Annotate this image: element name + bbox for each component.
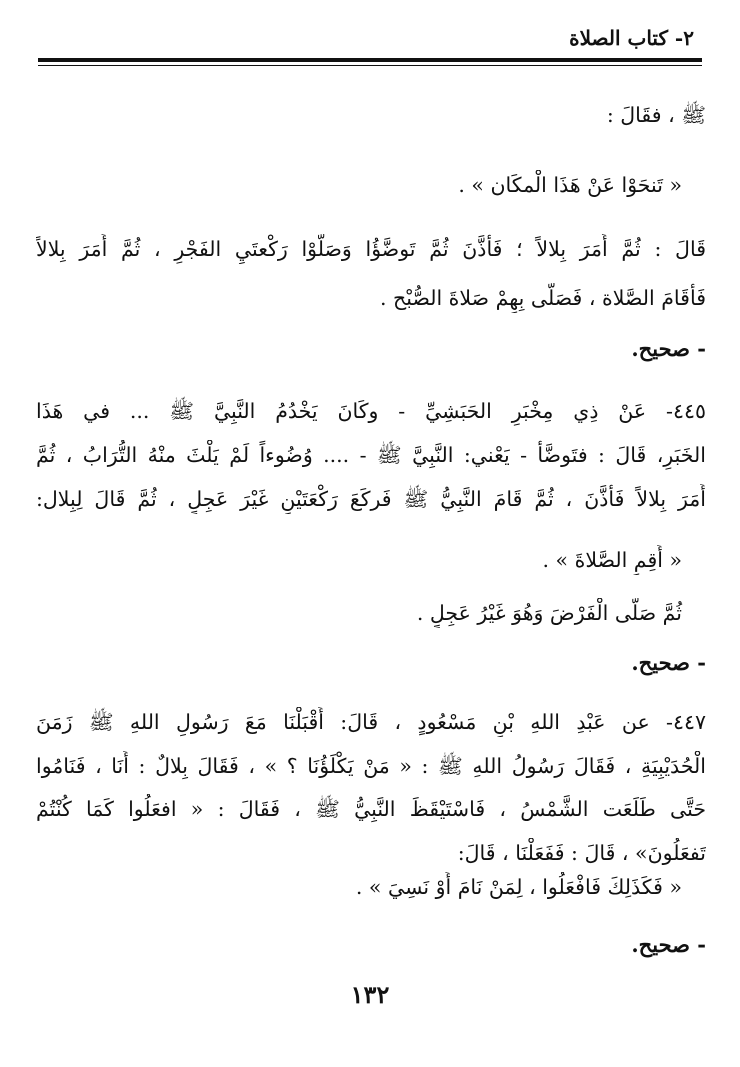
- quote-line: « تَنحَوْا عَنْ هَذَا الْمكَان » .: [458, 173, 682, 197]
- header-rule-thin: [38, 65, 702, 66]
- quote-line: « أَقِمِ الصَّلاةَ » .: [542, 548, 682, 572]
- text-line: ﷺ ، فقَالَ :: [606, 103, 706, 127]
- grading-label: - صحيح.: [631, 650, 706, 675]
- text-line: تَفعَلُونَ» ، قَالَ : فَفَعَلْنَا ، قَالَ:: [457, 841, 706, 865]
- grading-label: - صحيح.: [631, 932, 706, 957]
- text-line: ٤٤٧- عن عَبْدِ اللهِ بْنِ مَسْعُودٍ ، قَالَ: أَقْبَلْنَا مَعَ رَسُولِ اللهِ ﷺ زَمَنَ: [36, 710, 706, 734]
- text-line: حَتَّى طَلَعَت الشَّمْسُ ، فَاسْتَيْقَظَ النَّبِيُّ ﷺ ، فَقَالَ : « افعَلُوا كَمَا كُنْتُمْ: [36, 797, 706, 821]
- text-line: قَالَ : ثُمَّ أَمَرَ بِلالاً ؛ فَأَذَّنَ ثُمَّ تَوضَّؤُا وَصَلَّوْا رَكْعتَيِ الفَجْرِ ، ثُمَّ أَمَرَ بِلالاً: [36, 237, 706, 261]
- grading-label: - صحيح.: [631, 336, 706, 361]
- text-line: ثُمَّ صَلَّى الْفَرْضَ وَهُوَ غَيْرُ عَجِلٍ .: [416, 601, 682, 625]
- text-line: ٤٤٥- عَنْ ذِي مِخْبَرِ الحَبَشِيِّ - وكَانَ يَخْدُمُ النَّبِيَّ ﷺ ... في هَذَا: [36, 399, 706, 423]
- text-line: الخَبَرِ، قَالَ : فتَوضَّأَ - يَعْني: النَّبِيَّ ﷺ - .... وُضُوءاً لَمْ يَلْثَ منْهُ التُّرَابُ ، ثُمَّ: [36, 443, 706, 467]
- header-rule-thick: [38, 58, 702, 62]
- text-line: فَأَقَامَ الصَّلاة ، فَصَلَّى بِهِمْ صَلاةَ الصُّبْح .: [380, 286, 706, 310]
- quote-line: « فَكَذَلِكَ فَافْعَلُوا ، لِمَنْ نَامَ أَوْ نَسِيَ » .: [355, 875, 682, 899]
- page-number: ١٣٢: [350, 980, 390, 1009]
- running-head: ٢- كتاب الصلاة: [569, 26, 694, 50]
- text-line: أَمَرَ بِلالاً فَأَذَّنَ ، ثُمَّ قَامَ النَّبِيُّ ﷺ فَركَعَ رَكْعَتَيْنِ غَيْرَ عَجِلٍ ، ثُمَّ قَالَ لِبِلال:: [36, 487, 706, 511]
- text-line: الْحُدَيْبِيَةِ ، فَقَالَ رَسُولُ اللهِ ﷺ : « مَنْ يَكْلَؤُنَا ؟ » ، فَقَالَ بِلالٌ : أَنَا ، فَنَامُوا: [36, 754, 706, 778]
